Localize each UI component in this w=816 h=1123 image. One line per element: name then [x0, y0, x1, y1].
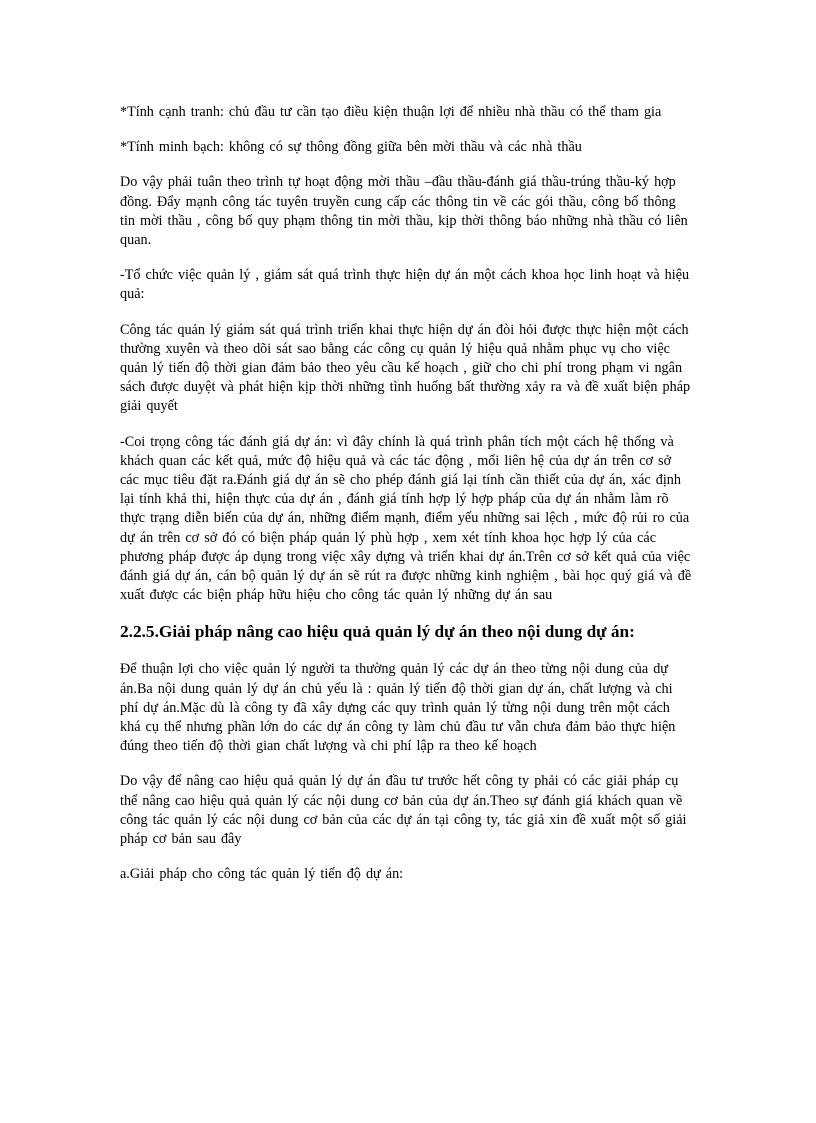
paragraph-transparency: *Tính minh bạch: không có sự thông đồng giữa bên mời thầu và các nhà thầu — [120, 139, 582, 156]
paragraph-solutions-intro: Do vậy để nâng cao hiệu quả quản lý dự án đầu tư trước hết công ty phải có các giải pháp cụ thể nâng cao hiệu quả quản lý các nội dung cơ bản của dự án.Theo sự đánh giá khách quan về công tác quản lý các nội dung cơ bản của các dự án tại công ty, tác giả xin đề xuất một số giải pháp cơ bản sau đây — [120, 773, 687, 848]
paragraph-project-evaluation: -Coi trọng công tác đánh giá dự án: vì đây chính là quá trình phân tích một cách hệ thống và khách quan các kết quả, mức độ hiệu quả và các tác động , mối liên hệ của dự án trên cơ sở các mục tiêu đặt ra.Đánh giá dự án sẽ cho phép đánh giá lại tính cần thiết của dự án, xác định lại tính khả thi, hiện thực của dự án , đánh giá tính hợp lý hợp pháp của dự án nhằm làm rõ thực trạng diễn biến của dự án, những điểm mạnh, điểm yếu những sai lệch , mức độ rủi ro của dự án trên cơ sở đó có biện pháp quản lý phù hợp , xem xét tính khoa học hợp lý của các phương pháp được áp dụng trong việc xây dựng và triển khai dự án.Trên cơ sở kết quả của việc đánh giá dự án, cán bộ quản lý dự án sẽ rút ra được những kinh nghiệm , bài học quý giá và đề xuất được các biện pháp hữu hiệu cho công tác quản lý những dự án sau — [120, 433, 692, 604]
paragraph-organize-management: -Tổ chức việc quản lý , giám sát quá trình thực hiện dự án một cách khoa học linh hoạt và hiệu quả: — [120, 267, 690, 303]
paragraph-bidding-process: Do vậy phải tuân theo trình tự hoạt động mời thầu –đầu thầu-đánh giá thầu-trúng thầu-ký hợp đồng. Đẩy mạnh công tác tuyên truyền cung cấp các thông tin về các gói thầu, công bố thông tin mời thầu , công bố quy phạm thông tin mời thầu, kịp thời thông báo những nhà thầu có liên quan. — [120, 174, 688, 249]
paragraph-supervision-work: Công tác quản lý giám sát quá trình triển khai thực hiện dự án đòi hỏi được thực hiện một cách thường xuyên và theo dõi sát sao bằng các công cụ quản lý hiệu quả nhằm phục vụ cho việc quản lý tiến độ thời gian đảm bảo theo yêu cầu kế hoạch , giữ cho chi phí trong phạm vi ngân sách được duyệt và phát hiện kịp thời những tình huống bất thường xảy ra và đề xuất biện pháp giải quyết — [120, 321, 691, 415]
section-heading: 2.2.5.Giải pháp nâng cao hiệu quả quản lý dự án theo nội dung dự án: — [120, 622, 635, 642]
paragraph-solution-a-title: a.Giải pháp cho công tác quản lý tiến độ dự án: — [120, 866, 404, 883]
paragraph-management-content: Để thuận lợi cho việc quản lý người ta thường quản lý các dự án theo từng nội dung của dự án.Ba nội dung quản lý dự án chủ yếu là : quản lý tiến độ thời gian dự án, chất lượng và chi phí dự án.Mặc dù là công ty đã xây dựng các quy trình quản lý từng nội dung trên một cách khá cụ thể nhưng phần lớn do các dự án công ty làm chủ đầu tư vẫn chưa đảm bảo thực hiện đúng theo tiến độ thời gian chất lượng và chi phí lập ra theo kế hoạch — [120, 661, 676, 755]
document-body — [120, 103, 694, 901]
paragraph-competitiveness: *Tính cạnh tranh: chủ đầu tư cần tạo điều kiện thuận lợi để nhiều nhà thầu có thể tham gia — [120, 104, 662, 120]
